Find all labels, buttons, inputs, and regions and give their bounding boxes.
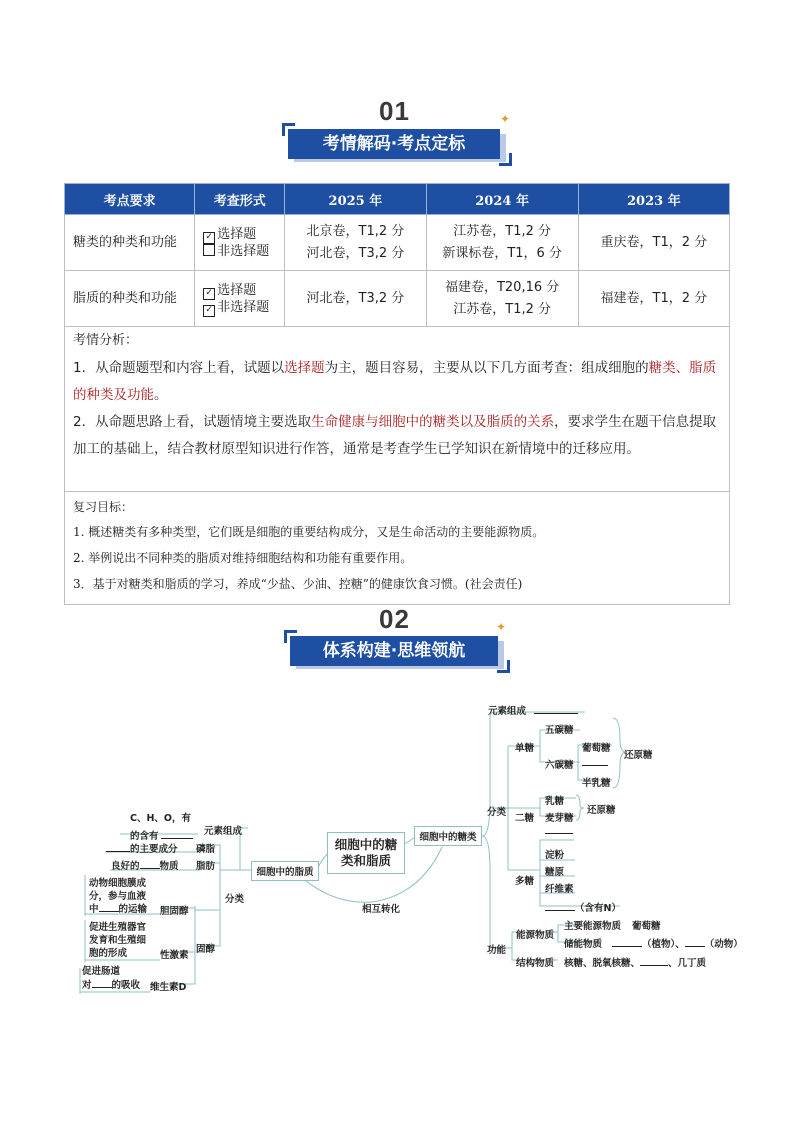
desc-line: 促进肠道 [82,966,121,977]
section-number-02: 02 [379,604,410,634]
exam-entry: 重庆卷，T1，2 分 [600,234,708,250]
fill-blank [161,838,193,839]
phospholipid-desc [106,841,178,855]
glycogen-label: 糖原 [545,867,565,878]
pentose-label: 五碳糖 [545,725,574,736]
sterol-label: 固醇 [196,944,216,955]
cellulose-label: 纤维素 [545,884,574,895]
cholesterol-desc [89,877,147,916]
desc-line: 分，参与血液 [89,891,147,902]
section-title-banner: 体系构建·思维领航 [290,636,498,666]
lipid-node: 细胞中的脂质 [251,861,319,881]
energy-label: 能源物质 [516,930,555,941]
elem-text: 元素组成 [488,706,527,717]
sugar-elem-label [488,703,578,717]
lipid-elem-label: 元素组成 [204,826,243,837]
highlight-text: 生命健康与细胞中的糖类以及脂质的关系 [311,414,555,430]
exam-entry: 新课标卷，T1，6 分 [442,245,562,261]
fat-desc [111,858,179,872]
form-label: 非选择题 [217,243,270,259]
sugar-node: 细胞中的糖类 [414,826,482,846]
col-header: 2023 年 [578,184,729,215]
col-header: 2024 年 [426,184,578,215]
lactose-label: 乳糖 [545,796,565,807]
fill-blank [140,868,160,869]
vitamin-d-desc [82,965,140,993]
desc-text: 良好的 [111,861,140,872]
analysis-text: 1．从命题题型和内容上看，试题以 [73,360,285,376]
poly-label: 多糖 [515,876,535,887]
checkbox-checked-icon: ✓ [203,305,215,317]
fill-blank [534,713,578,714]
desc-line: 动物细胞膜成 [89,878,147,889]
highlight-text: 选择题 [284,360,325,376]
topic-cell: 脂质的种类和功能 [65,271,195,327]
desc-text: 的主要成分 [130,844,178,855]
elem-desc-line: 的含有 [130,831,159,842]
storage-label [564,936,743,950]
convert-label: 相互转化 [362,904,401,915]
fill-blank [106,851,130,852]
desc-text: 物质 [159,861,179,872]
structure-items [564,955,706,969]
desc-text: 的运输 [118,904,148,915]
di-label: 二糖 [515,813,535,824]
col-header: 2025 年 [285,184,426,215]
col-header: 考点要求 [65,184,195,215]
exam-entry: 河北卷，T3,2 分 [306,245,405,261]
fill-blank [582,765,608,766]
goal-item: 1. 概述糖类有多种类型，它们既是细胞的重要结构成分，又是生命活动的主要能源物质。 [73,525,545,539]
fill-blank [92,987,112,988]
plant-text: （植物）、 [642,939,685,950]
goals-title: 复习目标： [73,500,134,514]
col-header: 考查形式 [195,184,285,215]
di-blank [545,826,573,837]
sex-hormone-label: 性激素 [160,950,189,961]
highlight-text: 糖类、脂质的种类及功能 [73,360,717,403]
analysis-text: 。 [154,387,168,403]
goal-item: 2. 举例说出不同种类的脂质对维持细胞结构和功能有重要作用。 [73,551,413,565]
hexose-label: 六碳糖 [545,760,574,771]
form-label: 选择题 [217,282,257,298]
desc-text: 的吸收 [111,980,141,991]
structure-text: 核糖、脱氧核糖、 [564,958,641,969]
maltose-label: 麦芽糖 [545,813,574,824]
fill-blank [99,911,119,912]
starch-label: 淀粉 [545,850,565,861]
exam-entry: 江苏卷，T1,2 分 [453,301,551,317]
sex-hormone-desc [89,921,146,960]
mindmap-center-node [327,832,405,874]
exam-entry: 福建卷，T20,16 分 [444,279,560,295]
glucose-label: 葡萄糖 [582,743,611,754]
topic-cell: 糖类的种类和功能 [65,215,195,271]
section-number-01: 01 [379,96,410,126]
exam-entry: 北京卷，T1,2 分 [306,223,405,239]
goal-item: 3．基于对糖类和脂质的学习，养成“少盐、少油、控糖”的健康饮食习惯。(社会责任) [73,577,523,591]
form-label: 选择题 [217,226,257,242]
contains-n-text: （含有N） [575,903,621,914]
galactose-label: 半乳糖 [582,778,611,789]
structure-label: 结构物质 [516,958,555,969]
fill-blank [545,910,575,911]
analysis-text: 为主，题目容易，主要从以下几方面考查：组成细胞的 [324,360,649,376]
mono-label: 单糖 [515,743,535,754]
chitin-blank-label [545,900,621,914]
desc-text: 中 [89,904,99,915]
desc-line: 发育和生殖细 [89,935,147,946]
elem-desc-line: C、H、O，有 [130,813,191,824]
cholesterol-label: 胆固醇 [160,906,189,917]
reducing-label: 还原糖 [624,750,653,761]
analysis-text: ，要求学生在题干信息提取加工的基础上，结合教材原型知识进行作答，通常是考查学生已学知识在新情境中的迁移应用。 [73,414,717,457]
lipid-elem-desc [130,810,193,842]
exam-entry: 河北卷，T3,2 分 [306,290,405,306]
fat-label: 脂肪 [196,861,216,872]
chitin-text: 、几丁质 [668,958,707,969]
storage-text: 储能物质 [564,939,603,950]
section-title-banner: 考情解码·考点定标 [288,129,500,159]
phospholipid-label: 磷脂 [196,844,216,855]
lipid-classify-label: 分类 [225,894,245,905]
checkbox-checked-icon: ✓ [203,288,215,300]
exam-entry: 福建卷，T1，2 分 [600,290,708,306]
fill-blank [545,833,573,834]
desc-line: 胞的形成 [89,948,128,959]
hexose-blank [582,758,608,769]
form-label: 非选择题 [217,299,270,315]
fill-blank [612,946,642,947]
vitamin-d-label: 维生素D [150,982,187,993]
reducing2-label: 还原糖 [587,805,616,816]
fill-blank [640,965,668,966]
center-label: 细胞中的糖类和脂质 [334,837,398,868]
sparkle-icon: ✦ [500,112,511,126]
analysis-text: 2．从命题思路上看，试题情境主要选取 [73,414,312,430]
exam-entry: 江苏卷，T1,2 分 [453,223,551,239]
function-label: 功能 [487,945,507,956]
desc-text: 对 [82,980,92,991]
analysis-title: 考情分析： [73,333,139,348]
classify-label: 分类 [487,807,507,818]
main-energy-label: 主要能源物质 [564,921,622,932]
checkbox-checked-icon: ✓ [203,232,215,244]
fill-blank [685,946,705,947]
desc-line: 促进生殖器官 [89,922,147,933]
glucose2-label: 葡萄糖 [632,921,661,932]
animal-text: （动物） [704,939,743,950]
sparkle-icon: ✦ [496,620,507,634]
